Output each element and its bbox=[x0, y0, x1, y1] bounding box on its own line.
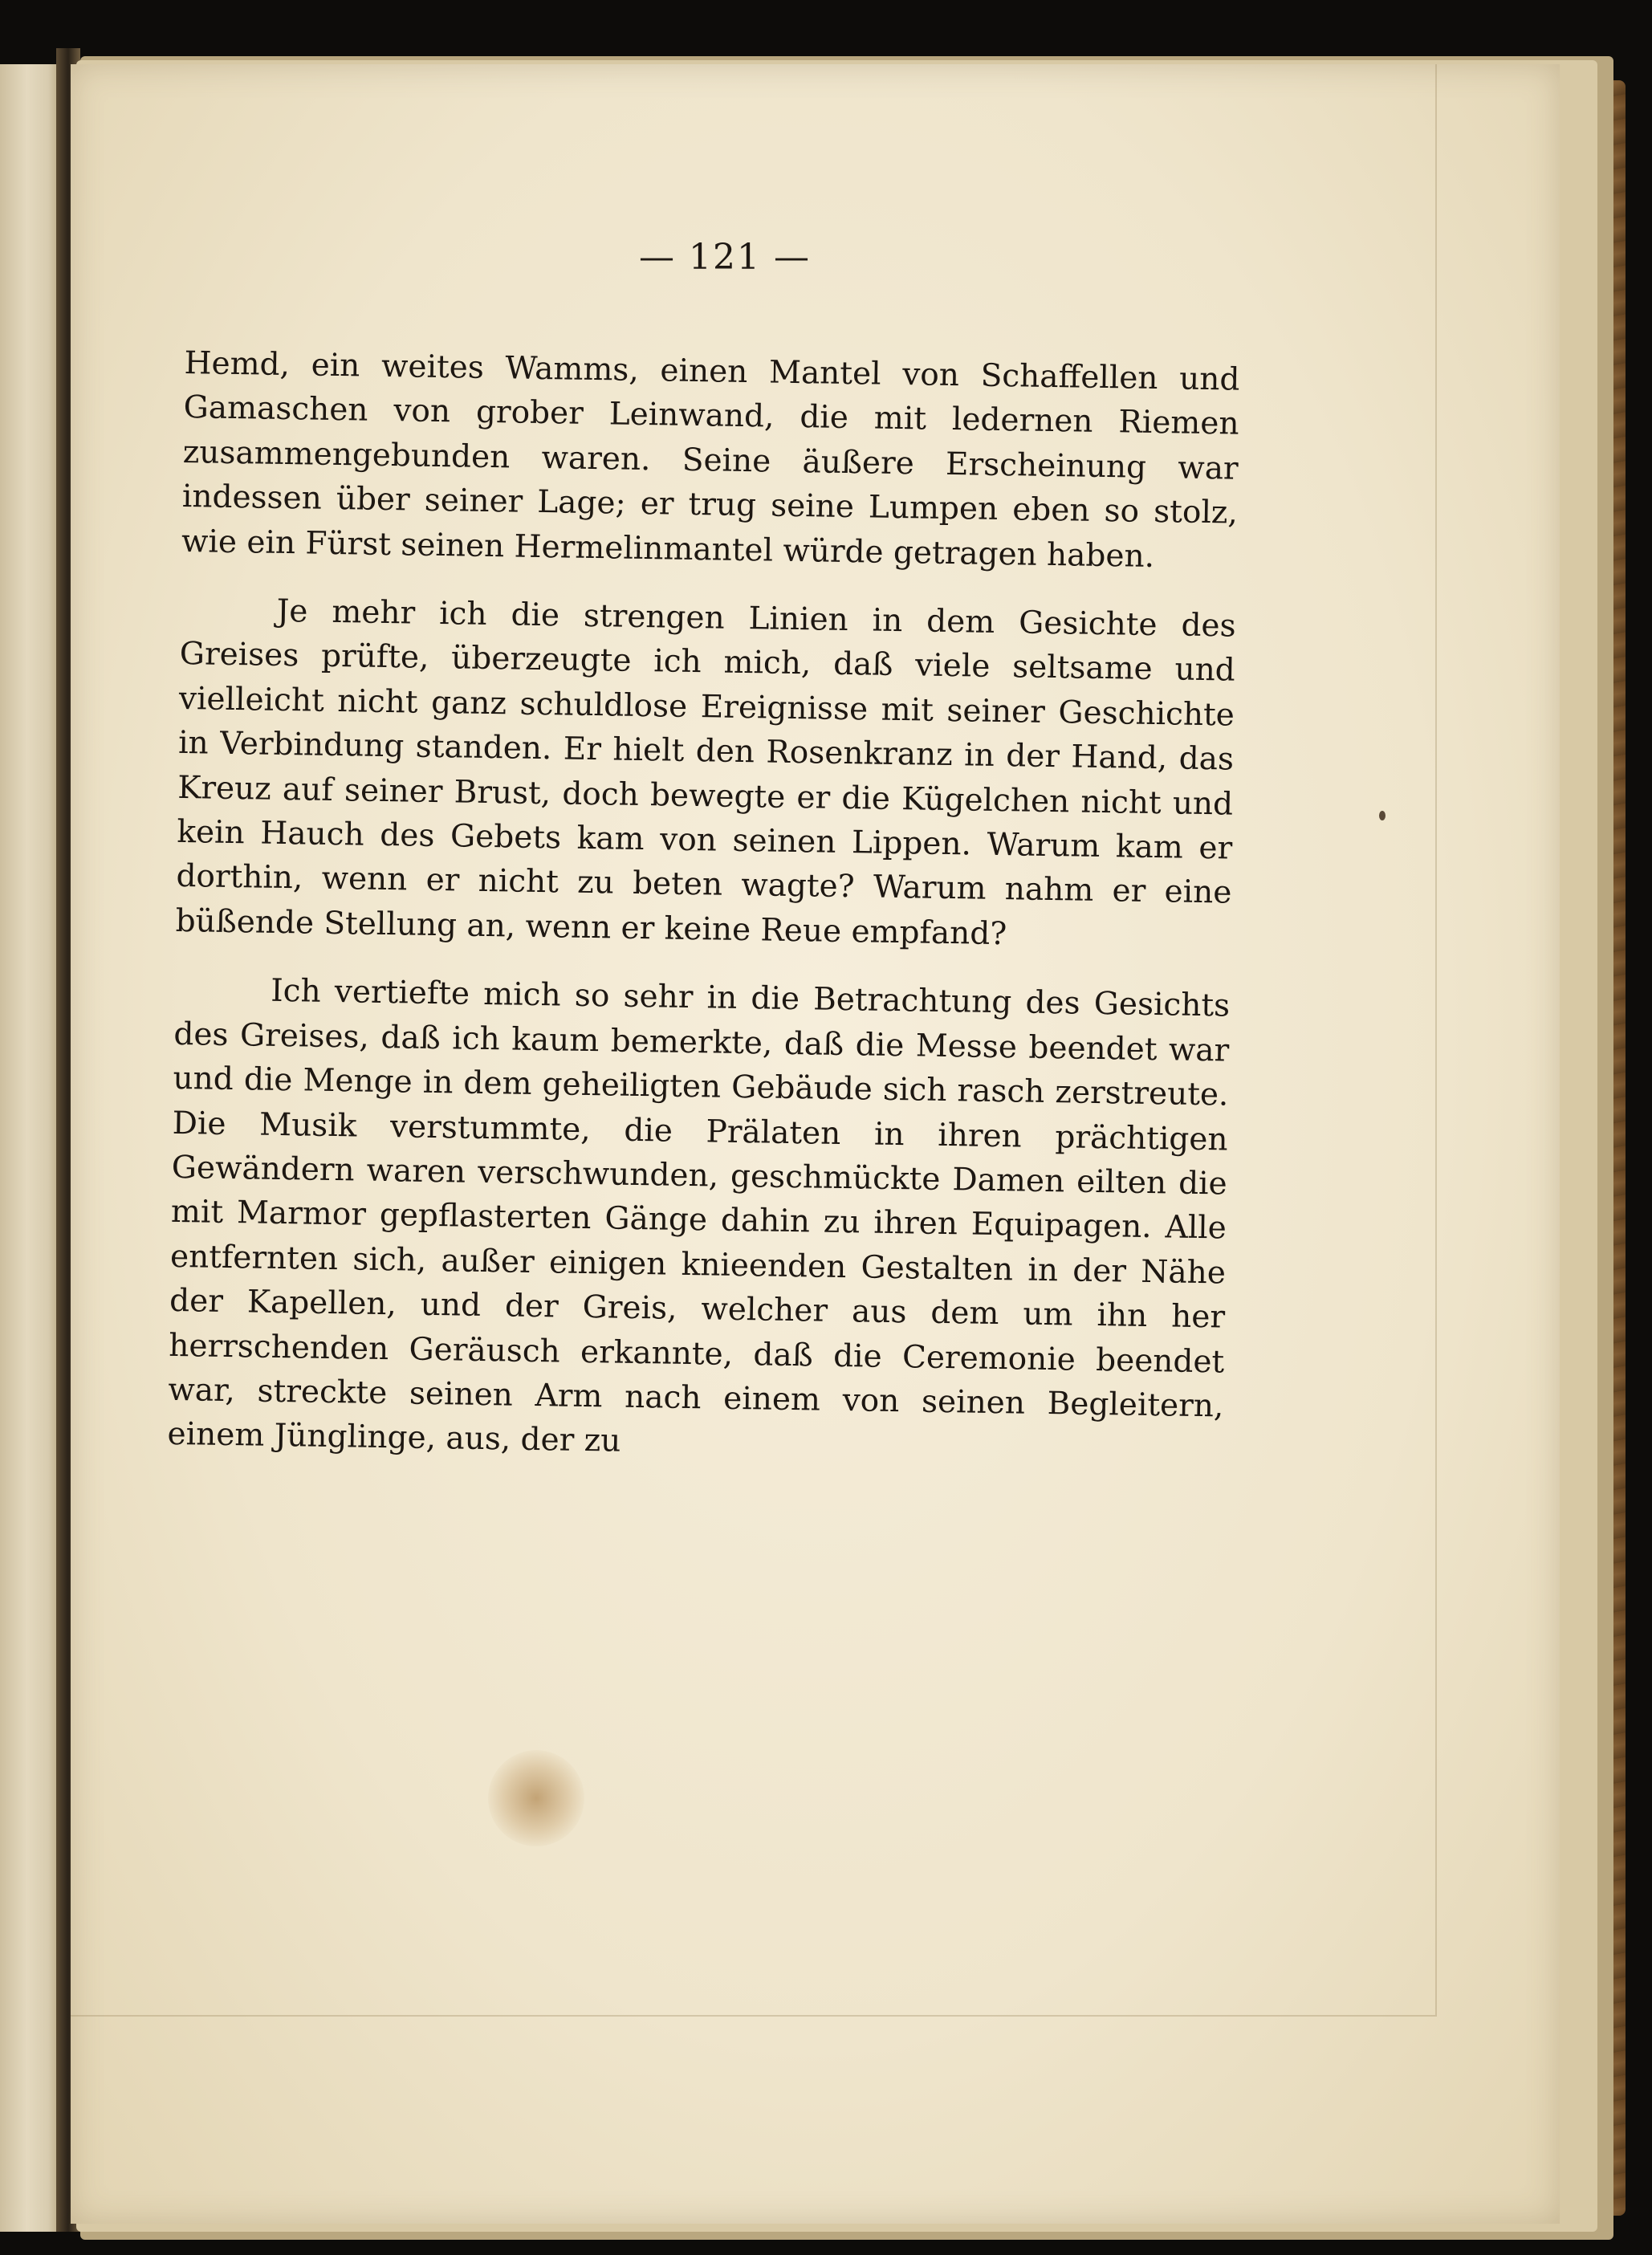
page-number: — 121 — bbox=[639, 237, 811, 278]
ink-speck bbox=[1379, 811, 1385, 820]
paragraph-3: Ich vertiefte mich so sehr in die Betrachtung des Gesichts des Greises, daß ich kaum bemerkte, daß die Messe beendet war und die Menge in dem geheiligten Gebäude sich rasch zerstreute. Die Musik verstummte, die Prälaten in ihren prächtigen Gewändern waren verschwunden, geschmückte Damen eilten die mit Marmor gepflasterten Gänge dahin zu ihren Equipagen. Alle entfernten sich, außer einigen knieenden Gestalten in der Nähe der Kapellen, und der Greis, welcher aus dem um ihn her herrschenden Geräusch erkannte, daß die Ceremonie beendet war, streckte seinen Arm nach einem von seinen Begleitern, einem Jünglinge, aus, der zu bbox=[167, 973, 1231, 1460]
left-page-edge bbox=[0, 64, 63, 2232]
book-page bbox=[71, 64, 1560, 2224]
page-body-text bbox=[167, 341, 1240, 1497]
paragraph-1: Hemd, ein weites Wamms, einen Mantel von Schaffellen und Gamaschen von grober Leinwand, die mit ledernen Riemen zusammengebunden waren. Seine äußere Erscheinung war indessen über seiner Lage; er trug seine Lumpen eben so stolz, wie ein Fürst seinen Hermelinmantel würde getragen haben. bbox=[181, 344, 1240, 575]
paragraph-2: Je mehr ich die strengen Linien in dem Gesichte des Greises prüfte, überzeugte ich mich, daß viele seltsame und vielleicht nicht ganz schuldlose Ereignisse mit seiner Geschichte in Verbindung standen. Er hielt den Rosenkranz in der Hand, das Kreuz auf seiner Brust, doch bewegte er die Kügelchen nicht und kein Hauch des Gebets kam von seinen Lippen. Warum kam er dorthin, wenn er nicht zu beten wagte? Warum nahm er eine büßende Stellung an, wenn er keine Reue empfand? bbox=[175, 592, 1236, 953]
foxing-stain bbox=[488, 1750, 584, 1846]
